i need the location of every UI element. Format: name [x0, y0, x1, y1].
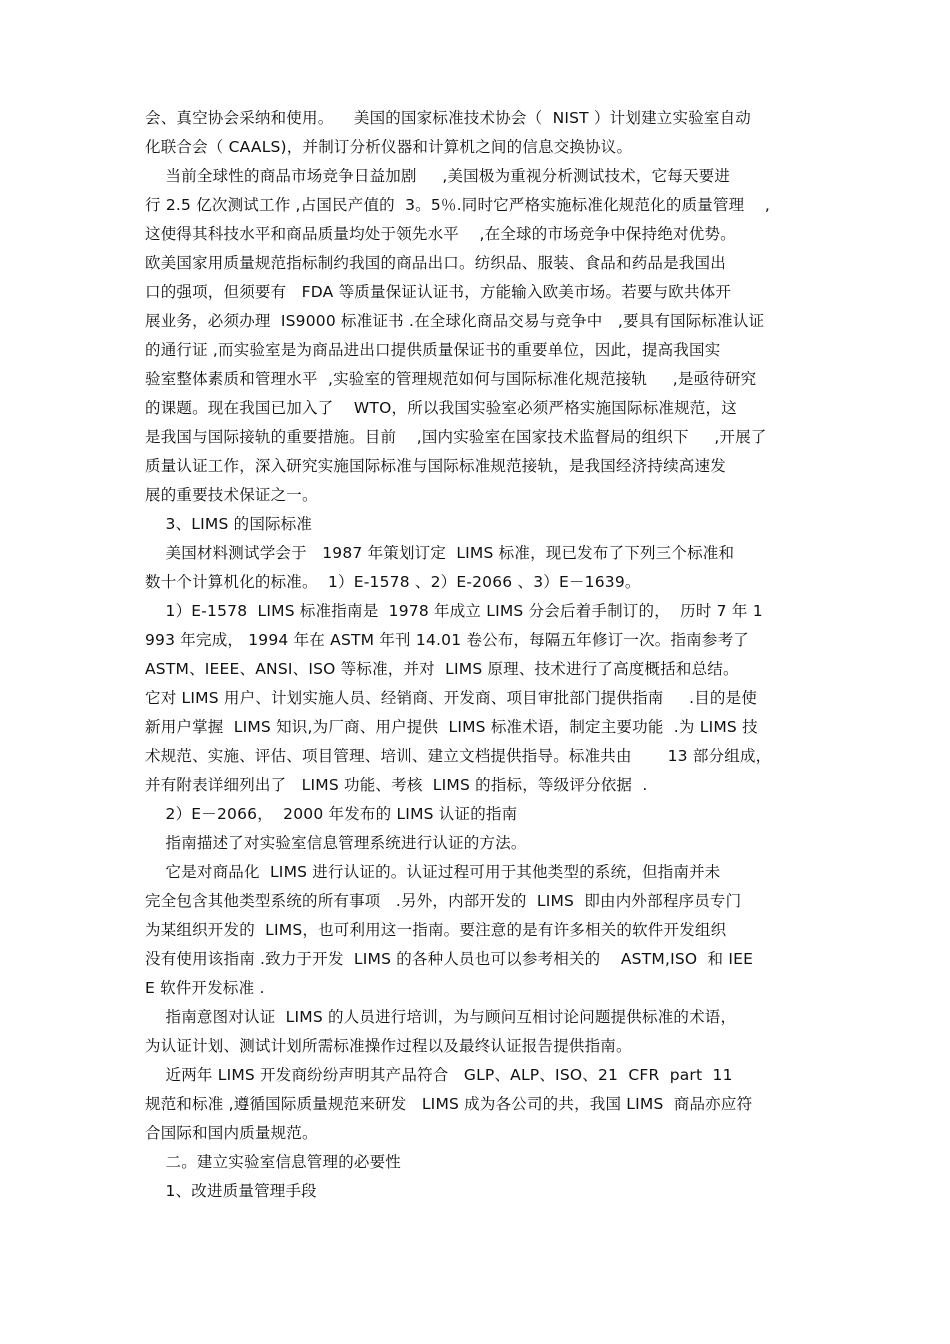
text-line: 没有使用该指南 .致力于开发 LIMS 的各种人员也可以参考相关的 ASTM,ISO 和 IEE — [145, 950, 754, 968]
text-line: 这使得其科技水平和商品质量均处于领先水平 ,在全球的市场竞争中保持绝对优势。 — [145, 225, 736, 243]
text-line: 完全包含其他类型系统的所有事项 .另外，内部开发的 LIMS 即由内外部程序员专门 — [145, 892, 742, 910]
text-line: 术规范、实施、评估、项目管理、培训、建立文档提供指导。标准共由 13 部分组成， — [145, 747, 772, 765]
text-line: 化联合会（ CAALS)，并制订分析仪器和计算机之间的信息交换协议。 — [145, 138, 633, 156]
text-line: 行 2.5 亿次测试工作 ,占国民产值的 3。5％.同时它严格实施标准化规范化的质量管理 , — [145, 196, 770, 214]
text-line: 展的重要技术保证之一。 — [145, 486, 318, 504]
text-line: 展业务，必须办理 IS9000 标准证书 .在全球化商品交易与竞争中 ,要具有国际标准认证 — [145, 312, 765, 330]
text-line: 当前全球性的商品市场竞争日益加剧 ,美国极为重视分析测试技术，它每天要进 — [145, 167, 731, 185]
text-line: 合国际和国内质量规范。 — [145, 1124, 318, 1142]
text-line: 为认证计划、测试计划所需标准操作过程以及最终认证报告提供指南。 — [145, 1037, 632, 1055]
text-line: 是我国与国际接轨的重要措施。目前 ,国内实验室在国家技术监督局的组织下 ,开展了 — [145, 428, 767, 446]
text-line: 指南描述了对实验室信息管理系统进行认证的方法。 — [145, 834, 527, 852]
text-line: 数十个计算机化的标准。 1）E-1578 、2）E-2066 、3）E－1639。 — [145, 573, 641, 591]
text-line: 口的强项，但须要有 FDA 等质量保证认证书，方能输入欧美市场。若要与欧共体开 — [145, 283, 732, 301]
text-line: 993 年完成， 1994 年在 ASTM 年刊 14.01 卷公布，每隔五年修订一次。指南参考了 — [145, 631, 749, 649]
text-line: 指南意图对认证 LIMS 的人员进行培训，为与顾问互相讨论问题提供标准的术语， — [145, 1008, 737, 1026]
section-heading: 二。建立实验室信息管理的必要性 — [145, 1153, 402, 1171]
text-line: 为某组织开发的 LIMS，也可利用这一指南。要注意的是有许多相关的软件开发组织 — [145, 921, 727, 939]
subsection-heading: 1、改进质量管理手段 — [145, 1182, 317, 1200]
text-line: E 软件开发标准 . — [145, 979, 265, 997]
text-line: ASTM、IEEE、ANSI、ISO 等标准，并对 LIMS 原理、技术进行了高度概括和总结。 — [145, 660, 739, 678]
text-line: 美国材料测试学会于 1987 年策划订定 LIMS 标准，现已发布了下列三个标准和 — [145, 544, 735, 562]
text-line: 的通行证 ,而实验室是为商品进出口提供质量保证书的重要单位，因此，提高我国实 — [145, 341, 721, 359]
text-line: 它是对商品化 LIMS 进行认证的。认证过程可用于其他类型的系统，但指南并未 — [145, 863, 721, 881]
text-line: 并有附表详细列出了 LIMS 功能、考核 LIMS 的指标，等级评分依据 . — [145, 776, 648, 794]
subsection-heading: 2）E－2066， 2000 年发布的 LIMS 认证的指南 — [145, 805, 518, 823]
text-line: 验室整体素质和管理水平 ,实验室的管理规范如何与国际标准化规范接轨 ,是亟待研究 — [145, 370, 757, 388]
text-line: 会、真空协会采纳和使用。 美国的国家标准技术协会（ NIST ）计划建立实验室自动 — [145, 109, 751, 127]
text-line: 它对 LIMS 用户、计划实施人员、经销商、开发商、项目审批部门提供指南 .目的是使 — [145, 689, 758, 707]
text-line: 新用户掌握 LIMS 知识,为厂商、用户提供 LIMS 标准术语，制定主要功能 .为 LIMS 技 — [145, 718, 758, 736]
text-line: 的课题。现在我国已加入了 WTO，所以我国实验室必须严格实施国际标准规范，这 — [145, 399, 737, 417]
text-line: 1）E-1578 LIMS 标准指南是 1978 年成立 LIMS 分会后着手制订的， 历时 7 年 1 — [145, 602, 763, 620]
text-line: 规范和标准 ,遵循国际质量规范来研发 LIMS 成为各公司的共，我国 LIMS 商品亦应符 — [145, 1095, 753, 1113]
text-line: 欧美国家用质量规范指标制约我国的商品出口。纺织品、服装、食品和药品是我国出 — [145, 254, 726, 272]
text-line: 质量认证工作，深入研究实施国际标准与国际标准规范接轨，是我国经济持续高速发 — [145, 457, 726, 475]
section-heading: 3、LIMS 的国际标准 — [145, 515, 313, 533]
text-line: 近两年 LIMS 开发商纷纷声明其产品符合 GLP、ALP、ISO、21 CFR part 11 — [145, 1066, 733, 1084]
